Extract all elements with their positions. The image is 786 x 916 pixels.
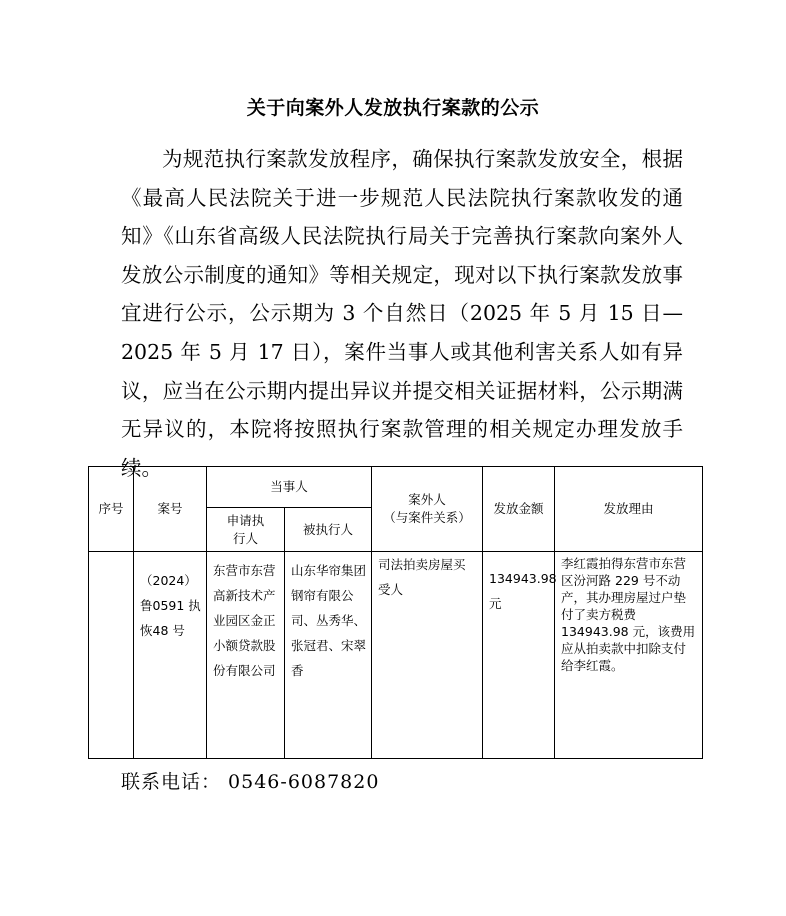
header-seq: 序号 [89, 467, 134, 552]
header-applicant: 申请执行人 [207, 508, 285, 552]
cell-applicant: 东营市东营高新技术产业园区金正小额贷款股份有限公司 [207, 552, 285, 759]
table-row [89, 552, 703, 759]
cell-reason: 李红霞拍得东营市东营区汾河路 229 号不动产，其办理房屋过户垫付了卖方税费 134943.98 元，该费用应从拍卖款中扣除支付给李红霞。 [555, 552, 703, 759]
header-reason: 发放理由 [555, 467, 703, 552]
cell-seq [89, 552, 134, 759]
header-case-no: 案号 [134, 467, 207, 552]
header-outsider-relation: （与案件关系） [383, 510, 471, 525]
cell-outsider: 司法拍卖房屋买受人 [372, 552, 483, 759]
notice-body: 为规范执行案款发放程序，确保执行案款发放安全，根据《最高人民法院关于进一步规范人民法院执行案款收发的通知》《山东省高级人民法院执行局关于完善执行案款向案外人发放公示制度的通知》等相关规定，现对以下执行案款发放事宜进行公示，公示期为 3 个自然日（2025 年 5 月 15 日—2025 年 5 月 17 日），案件当事人或其他利害关系人如有异议，应当在公示期内提出异议并提交相关证据材料，公示期满无异议的，本院将按照执行案款管理的相关规定办理发放手续。 [121, 147, 683, 480]
cell-case-no: （2024）鲁0591 执恢48 号 [134, 552, 207, 759]
header-amount: 发放金额 [483, 467, 555, 552]
cell-amount: 134943.98 元 [483, 552, 555, 759]
header-outsider-label: 案外人 [408, 492, 446, 507]
header-outsider [372, 467, 483, 552]
document-title: 关于向案外人发放执行案款的公示 [246, 97, 540, 119]
disbursement-table [88, 466, 703, 759]
header-respondent: 被执行人 [285, 508, 372, 552]
contact-phone: 联系电话： 0546-6087820 [121, 771, 380, 793]
cell-respondent: 山东华帘集团钢帘有限公司、丛秀华、张冠君、宋翠香 [285, 552, 372, 759]
header-parties: 当事人 [207, 467, 372, 508]
